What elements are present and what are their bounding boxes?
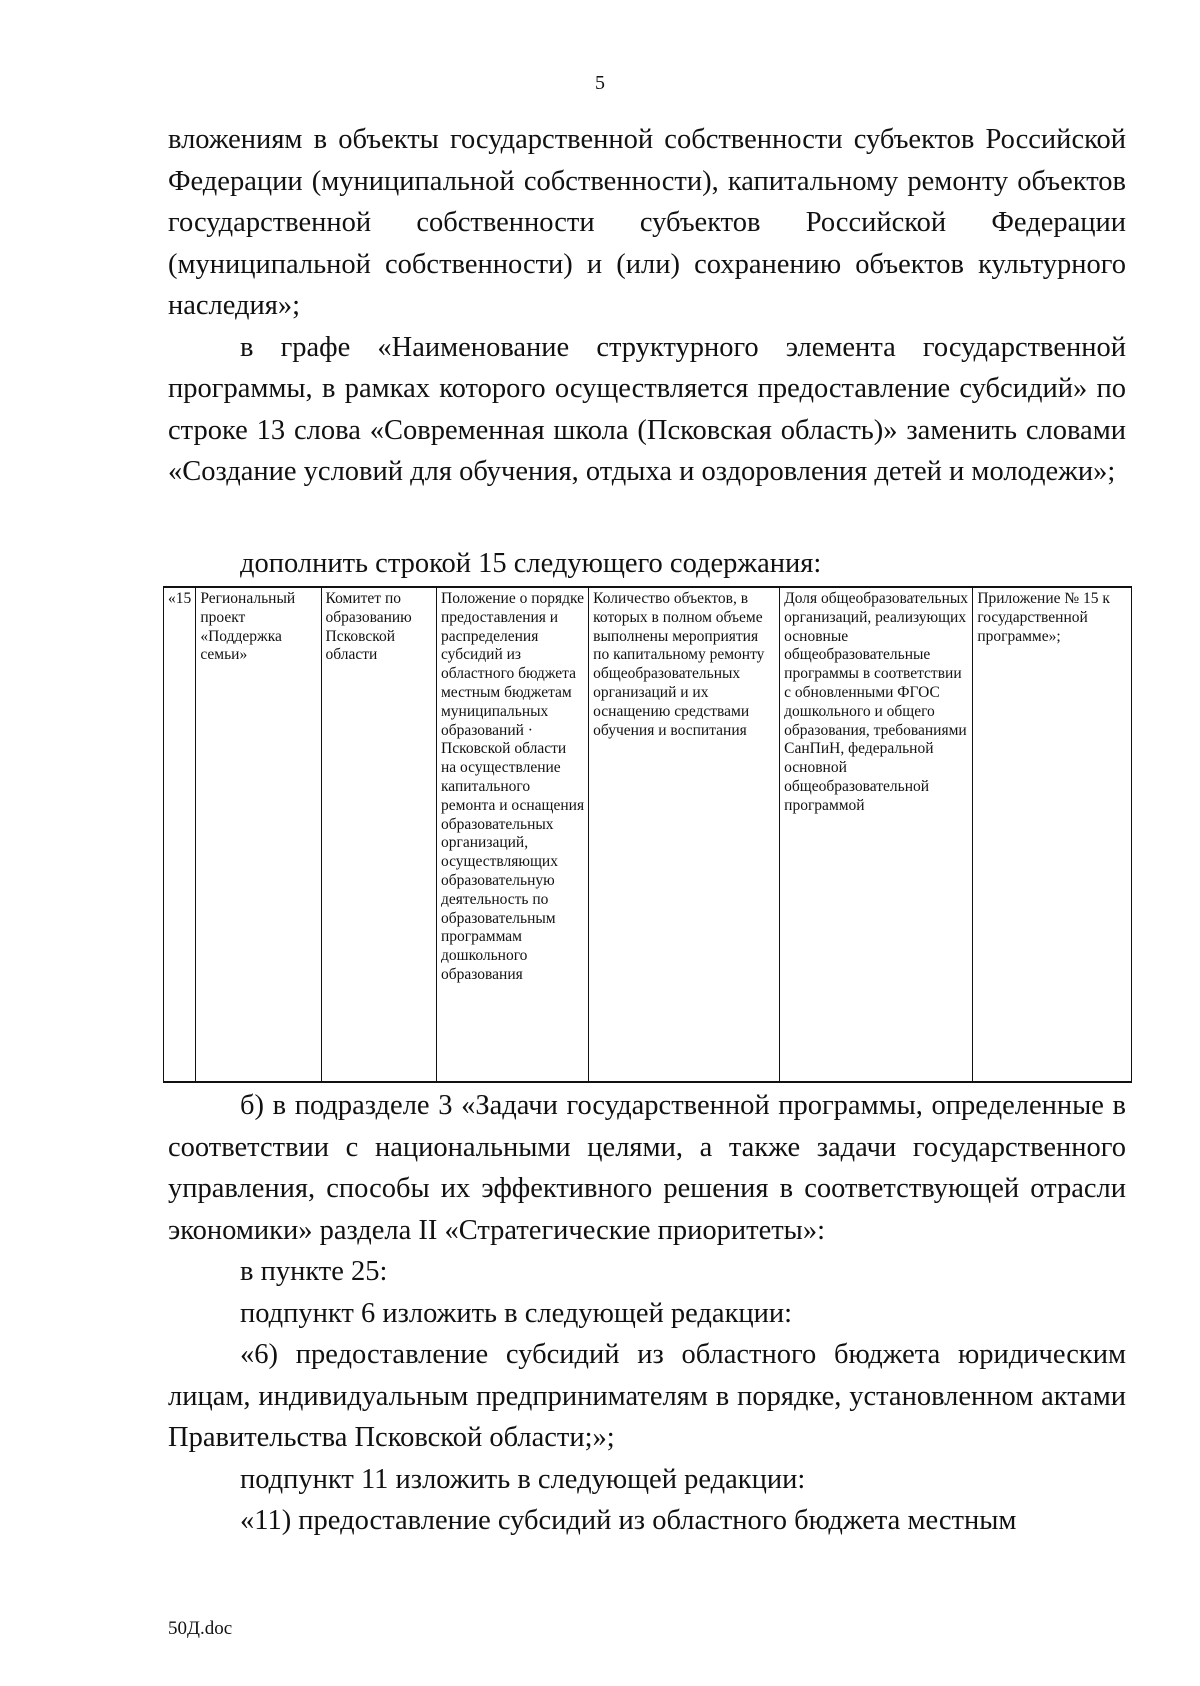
paragraph: в пункте 25: [240,1256,388,1287]
project-cell: Региональный проект «Поддержка семьи» [196,587,321,1082]
executor-cell: Комитет по образованию Псковской области [321,587,436,1082]
result-cell: Количество объектов, в которых в полном объеме выполнены мероприятия по капитальному ремонту общеобразовательных организаций и их оснащению средствами обучения и воспитания [589,587,780,1082]
paragraph: «6) предоставление субсидий из областного бюджета юридическим лицам, индивидуальным предпринимателям в порядке, установленном актами Правительства Псковской области;»; [168,1339,1126,1453]
paragraph: вложениям в объекты государственной собственности субъектов Российской Федерации (муниципальной собственности), капитальному ремонту объектов государственной собственности субъектов Российской Федерации (муниципальной собственности) и (или) сохранению объектов культурного наследия»; [168,124,1126,321]
body-text-bottom [168,1085,1126,1542]
row-number-cell: «15 [164,587,196,1082]
regulation-cell: Положение о порядке предоставления и распределения субсидий из областного бюджета местным бюджетам муниципальных образований · Псковской области на осуществление капитального ремонта и оснащения образовательных организаций, осуществляющих образовательную деятельность по образовательным программам дошкольного образования [437,587,589,1082]
paragraph: б) в подразделе 3 «Задачи государственной программы, определенные в соответствии с национальными целями, а также задачи государственного управления, способы их эффективного решения в соответствующей отрасли экономики» раздела II «Стратегические приоритеты»: [168,1090,1126,1246]
paragraph: «11) предоставление субсидий из областного бюджета местным [240,1505,1017,1536]
body-text-top [168,119,1126,493]
file-name: 50Д.doc [168,1618,233,1639]
table-row [164,587,1132,1082]
table-intro: дополнить строкой 15 следующего содержания: [240,548,822,579]
amendment-table [163,586,1132,1083]
appendix-cell: Приложение № 15 к государственной программе»; [973,587,1132,1082]
indicator-cell: Доля общеобразовательных организаций, реализующих основные общеобразовательные программы в соответствии с обновленными ФГОС дошкольного и общего образования, требованиями СанПиН, федеральной основной общеобразовательной программой [780,587,973,1082]
paragraph: в графе «Наименование структурного элемента государственной программы, в рамках которого осуществляется предоставление субсидий» по строке 13 слова «Современная школа (Псковская область)» заменить словами «Создание условий для обучения, отдыха и оздоровления детей и молодежи»; [168,331,1126,487]
paragraph: подпункт 6 изложить в следующей редакции: [240,1297,793,1329]
page-number: 5 [595,72,605,94]
paragraph: подпункт 11 изложить в следующей редакции: [240,1463,806,1495]
